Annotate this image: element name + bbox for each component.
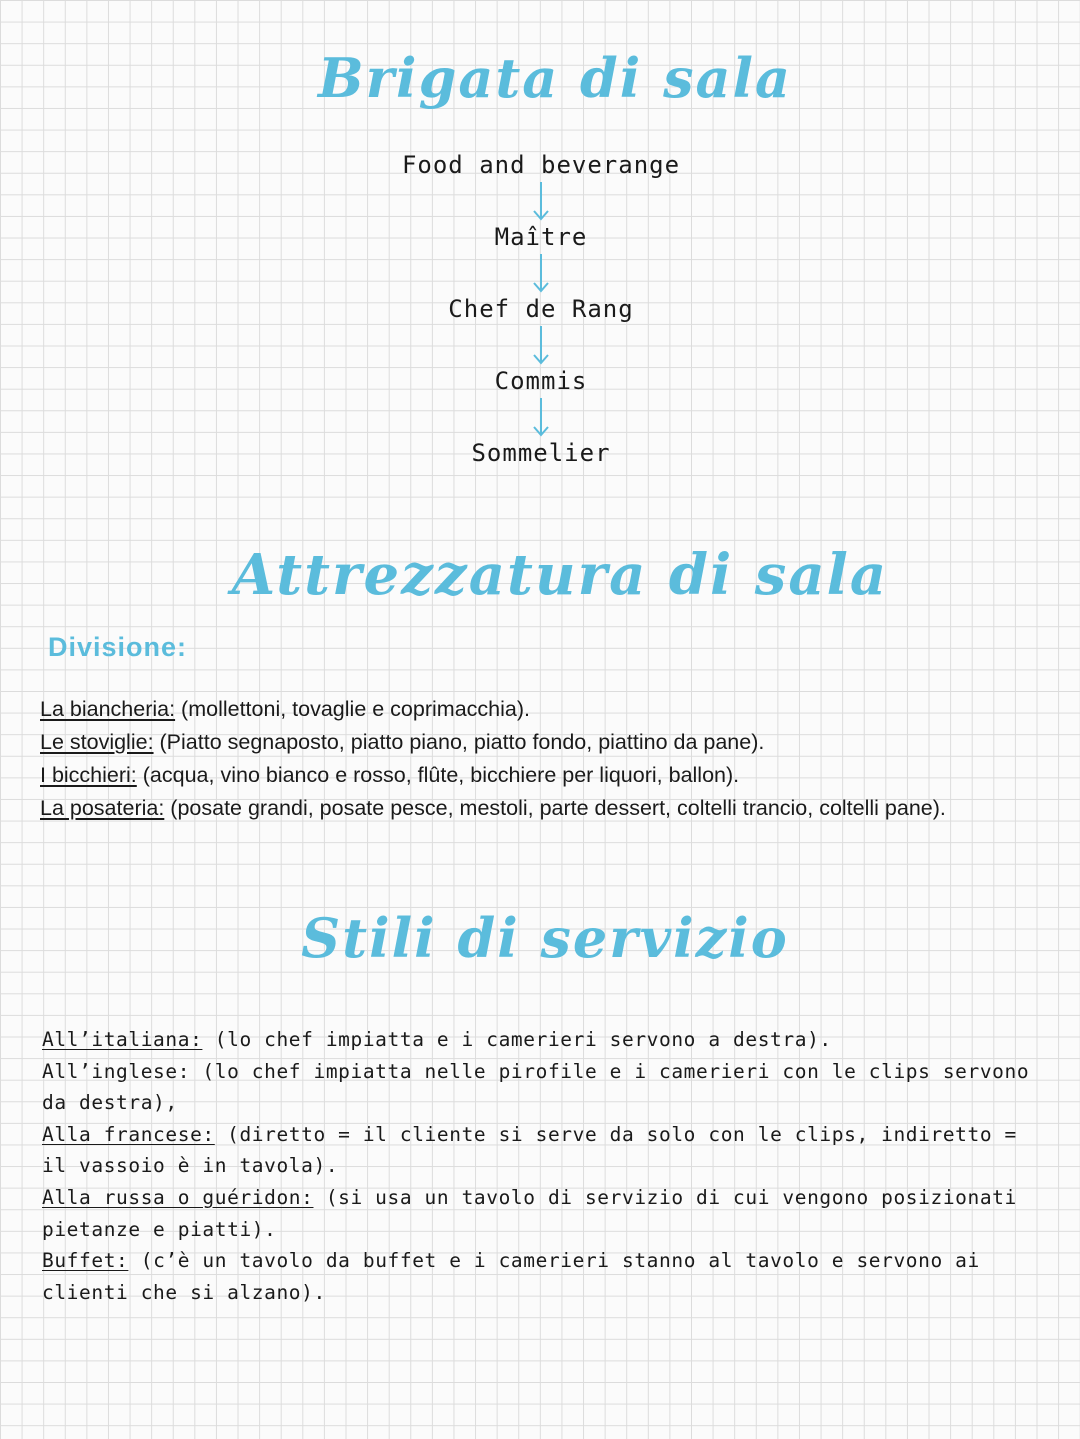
- item-text: (lo chef impiatta e i camerieri servono a destra).: [202, 1028, 832, 1051]
- item-label: All’italiana:: [42, 1028, 203, 1051]
- list-item: [42, 1182, 1032, 1245]
- arrow-down-icon: [531, 324, 551, 366]
- item-label: Alla francese:: [42, 1122, 215, 1146]
- stili-list: [42, 1024, 1032, 1308]
- title-attrezzatura: Attrezzatura di sala: [231, 542, 889, 608]
- flow-item: Maître: [494, 223, 588, 251]
- flow-item: Sommelier: [471, 439, 611, 467]
- list-item: [42, 1056, 1032, 1119]
- item-text: (c’è un tavolo da buffet e i camerieri stanno al tavolo e servono ai clienti che si alzano).: [42, 1249, 980, 1304]
- item-label: La posateria:: [40, 796, 165, 820]
- item-text: (posate grandi, posate pesce, mestoli, parte dessert, coltelli trancio, coltelli pane).: [164, 796, 946, 820]
- item-label: La biancheria:: [40, 697, 176, 721]
- list-item: [42, 1119, 1032, 1182]
- arrow-down-icon: [531, 396, 551, 438]
- arrow-down-icon: [531, 180, 551, 222]
- item-text: (Piatto segnaposto, piatto piano, piatto fondo, piattino da pane).: [153, 730, 765, 754]
- item-label: I bicchieri:: [40, 763, 137, 787]
- list-item: [40, 792, 1060, 825]
- item-text: (si usa un tavolo di servizio di cui vengono posizionati pietanze e piatti).: [42, 1185, 1017, 1241]
- brigata-flowchart: [391, 150, 691, 468]
- list-item: [42, 1024, 1032, 1056]
- list-item: [40, 693, 1060, 726]
- item-text: All’inglese: (lo chef impiatta nelle pirofile e i camerieri con le clips servono da destra),: [42, 1059, 1030, 1115]
- flow-item: Food and beverange: [401, 151, 681, 179]
- list-item: [40, 726, 1060, 759]
- item-text: (acqua, vino bianco e rosso, flûte, bicchiere per liquori, ballon).: [136, 763, 740, 787]
- item-label: Le stoviglie:: [40, 730, 154, 754]
- item-text: (diretto = il cliente si serve da solo con le clips, indiretto = il vassoio è in tavola).: [42, 1122, 1017, 1178]
- flow-item: Commis: [494, 367, 588, 395]
- arrow-down-icon: [531, 252, 551, 294]
- list-item: [42, 1245, 1032, 1308]
- attrezzatura-list: [40, 693, 1060, 825]
- divisione-subheading: Divisione:: [48, 632, 188, 662]
- flow-item: Chef de Rang: [448, 295, 634, 323]
- item-text: (mollettoni, tovaglie e coprimacchia).: [175, 697, 530, 721]
- list-item: [40, 759, 1060, 792]
- title-brigata: Brigata di sala: [317, 46, 793, 110]
- title-stili: Stili di servizio: [301, 906, 789, 970]
- item-label: Alla russa o guéridon:: [42, 1185, 314, 1209]
- item-label: Buffet:: [42, 1249, 129, 1273]
